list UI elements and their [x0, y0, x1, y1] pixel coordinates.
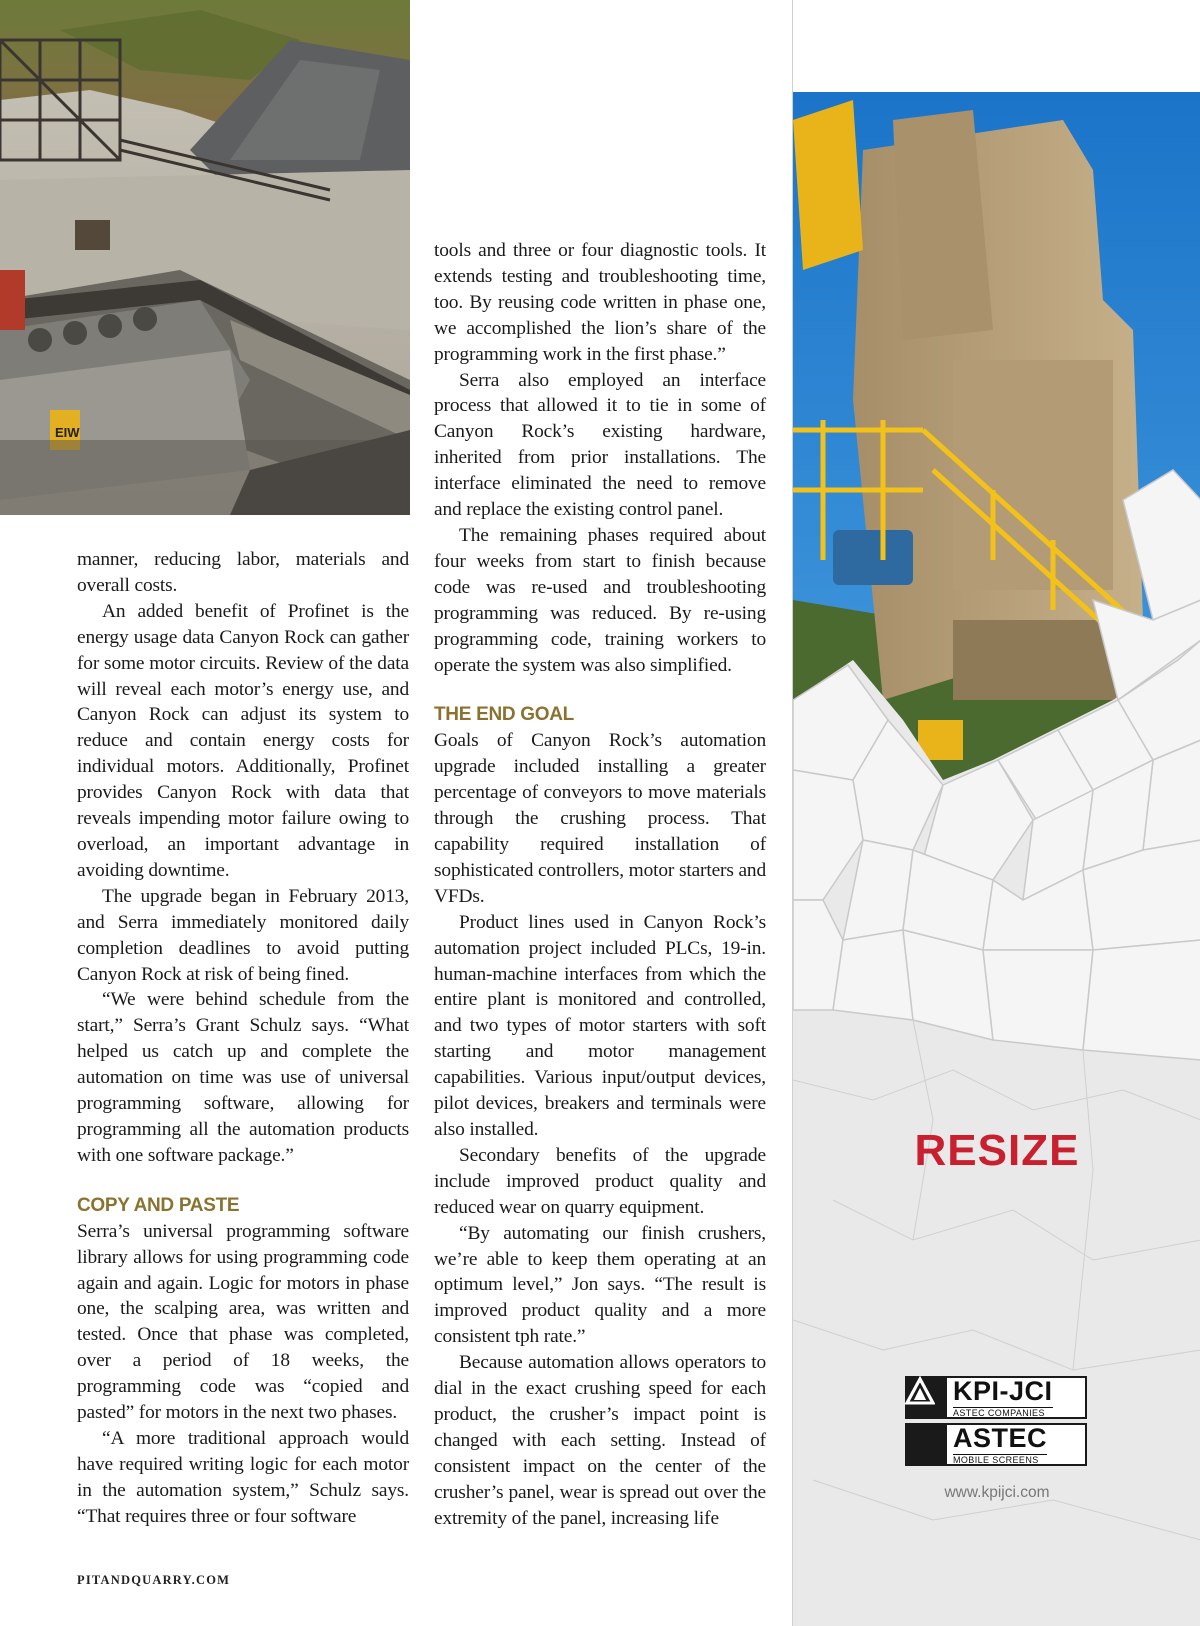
ad-url[interactable]: www.kpijci.com [944, 1484, 1050, 1501]
logo-subtitle: MOBILE SCREENS [953, 1454, 1047, 1465]
advertisement [792, 0, 1200, 1626]
logo-name: KPI-JCI [953, 1375, 1053, 1406]
paragraph: Because automation allows operators to dial in the exact crushing speed for each product, the crusher’s impact point is changed with each setting. Instead of consistent impact on the center of the crusher’s panel, wear is spread out over the extremity of the panel, increasing life [434, 1352, 766, 1529]
paragraph: Secondary benefits of the upgrade include improved product quality and reduced wear on quarry equipment. [434, 1144, 766, 1218]
paragraph: “By automating our finish crushers, we’re able to keep them operating at an optimum level,” Jon says. “The result is improved product quality and a more consistent tph rate.” [434, 1222, 766, 1348]
paragraph: Product lines used in Canyon Rock’s automation project included PLCs, 19-in. human-machine interfaces from which the entire plant is monitored and controlled, and two types of motor starters with soft starting and motor management capabilities. Various input/output devices, pilot devices, breakers and terminals were also installed. [434, 911, 766, 1140]
article-middle-column [434, 238, 766, 1532]
paragraph: manner, reducing labor, materials and overall costs. [77, 549, 409, 596]
paragraph: Serra also employed an interface process that allowed it to tie in some of Canyon Rock’s existing hardware, inherited from prior installations. The interface eliminated the need to remove and replace the existing control panel. [434, 369, 766, 521]
paragraph: The remaining phases required about four weeks from start to finish because code was re-used and troubleshooting programming was reduced. By re-using programming code, training workers to operate the system was also simplified. [434, 524, 766, 676]
quarry-photo [0, 0, 410, 515]
ad-headline: RESIZE [914, 1126, 1080, 1175]
section-heading: THE END GOAL [434, 704, 574, 726]
logo-subtitle: ASTEC COMPANIES [953, 1407, 1053, 1418]
paragraph: An added benefit of Profinet is the energy usage data Canyon Rock can gather for some motor circuits. Review of the data will reveal each motor’s energy use, and Canyon Rock can adjust its system to reduce and contain energy costs for individual motors. Additionally, Profinet provides Canyon Rock with data that reveals impending motor failure owing to overload, an important advantage in avoiding downtime. [77, 600, 409, 881]
paragraph: Goals of Canyon Rock’s automation upgrade included installing a greater percentage of conveyors to move materials through the crushing process. That capability required installation of sophisticated controllers, motor starters and VFDs. [434, 730, 766, 907]
article-left-column [77, 547, 409, 1530]
paragraph: “A more traditional approach would have required writing logic for each motor in the automation system,” Schulz says. “That requires three or four software [77, 1428, 409, 1527]
equipment-label: EIW [55, 425, 80, 440]
logo-name: ASTEC [953, 1422, 1048, 1453]
ad-logos [905, 1376, 1087, 1470]
paragraph: The upgrade began in February 2013, and Serra immediately monitored daily completion deadlines to avoid putting Canyon Rock at risk of being fined. [77, 885, 409, 985]
paragraph: “We were behind schedule from the start,” Serra’s Grant Schulz says. “What helped us catch up and complete the automation on time was use of universal programming software, allowing for programming all the automation products with one software package.” [77, 989, 409, 1166]
section-heading: COPY AND PASTE [77, 1194, 240, 1216]
page-footer: PITANDQUARRY.COM [77, 1573, 231, 1587]
astec-logo [905, 1423, 1087, 1466]
astec-a-icon [907, 1425, 947, 1464]
paragraph: Serra’s universal programming software library allows for using programming code again and again. Logic for motors in phase one, the scalping area, was written and tested. Once that phase was completed, over a period of 18 weeks, the programming code was “copied and pasted” for motors in the next two phases. [77, 1220, 409, 1424]
paragraph: tools and three or four diagnostic tools. It extends testing and troubleshooting time, too. By reusing code written in phase one, we accomplished the lion’s share of the programming work in the first phase.” [434, 240, 766, 365]
